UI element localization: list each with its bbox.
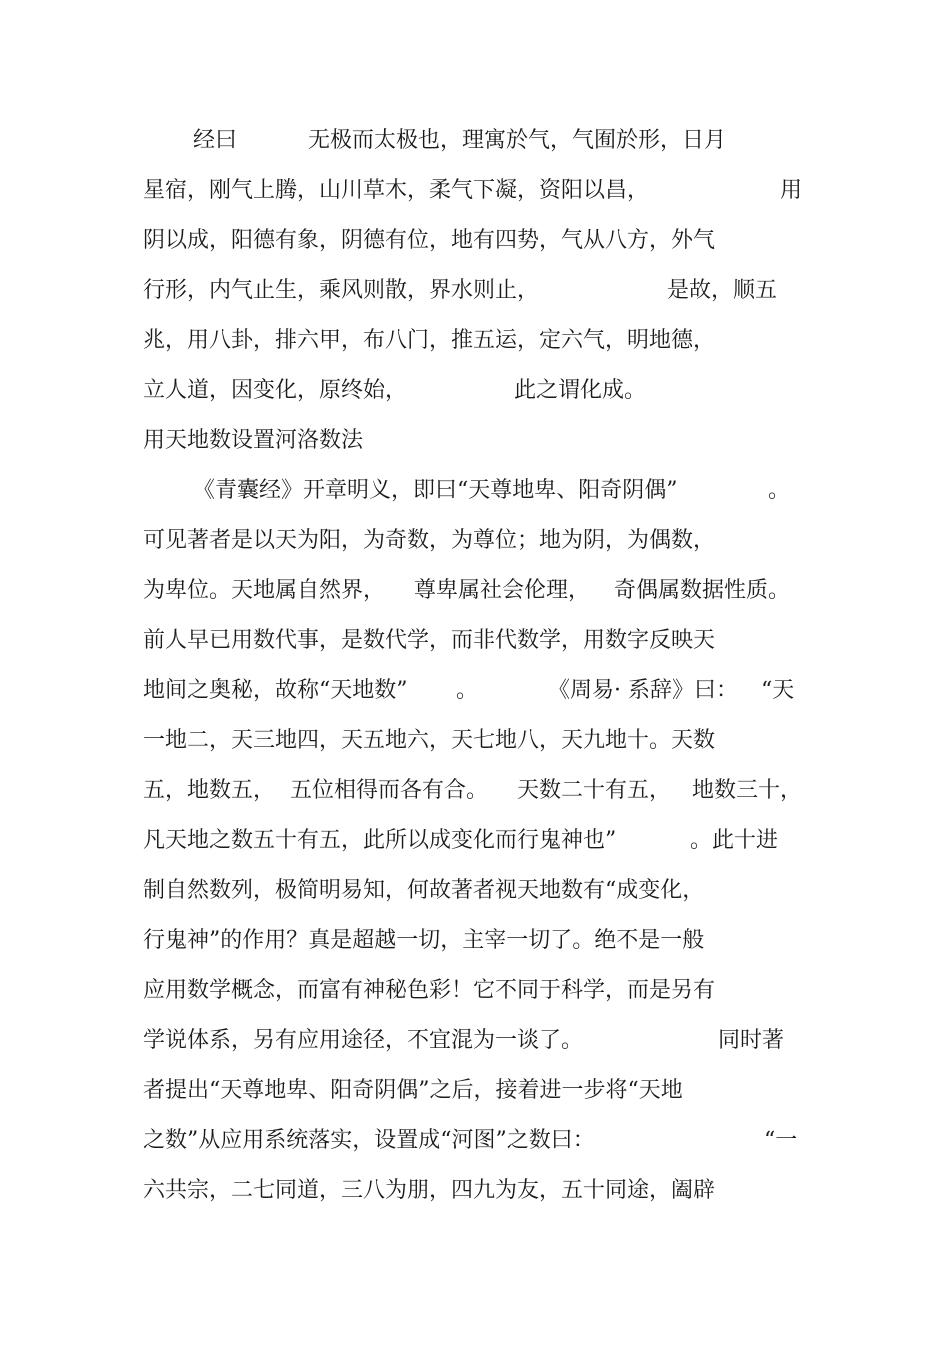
- text-segment: 经曰: [193, 128, 238, 153]
- text-segment: 用: [780, 178, 803, 203]
- text-segment: 立人道，因变化，原终始，: [143, 378, 408, 403]
- text-segment: 尊卑属社会伦理，: [414, 578, 591, 603]
- text-segment: 无极而太极也，理寓於气，气囿於形，日月: [308, 128, 727, 153]
- text-segment: 。此十进: [690, 828, 779, 853]
- text-segment: 同时著: [718, 1028, 785, 1053]
- text-segment: 者提出“天尊地卑、阳奇阴偶”之后，接着进一步将“天地: [143, 1078, 683, 1103]
- text-segment: 《青囊经》开章明义，即曰“天尊地卑、阳奇阴偶”: [193, 478, 678, 503]
- text-segment: 制自然数列，极简明易知，何故著者视天地数有“成变化，: [143, 878, 705, 903]
- text-segment: “一: [764, 1128, 798, 1153]
- text-segment: 地间之奥秘，故称“天地数”: [143, 678, 408, 703]
- text-segment: 此之谓化成。: [514, 378, 647, 403]
- text-segment: 凡天地之数五十有五，此所以成变化而行鬼神也”: [143, 828, 617, 853]
- text-segment: 学说体系，另有应用途径，不宜混为一谈了。: [143, 1028, 584, 1053]
- text-segment: 。: [768, 478, 791, 503]
- text-segment: 是故，顺五: [667, 278, 778, 303]
- text-segment: 之数”从应用系统落实，设置成“河图”之数曰：: [143, 1128, 595, 1153]
- text-segment: “天: [761, 678, 795, 703]
- text-segment: 阴以成，阳德有象，阴德有位，地有四势，气从八方，外气: [143, 228, 716, 253]
- text-segment: 。: [456, 678, 479, 703]
- text-segment: 行鬼神”的作用？真是超越一切，主宰一切了。绝不是一般: [143, 928, 705, 953]
- text-segment: 前人早已用数代事，是数代学，而非代数学，用数字反映天: [143, 628, 716, 653]
- text-segment: 兆，用八卦，排六甲，布八门，推五运，定六气，明地德，: [143, 328, 716, 353]
- text-segment: 星宿，刚气上腾，山川草木，柔气下凝，资阳以昌，: [143, 178, 650, 203]
- text-segment: 天数二十有五，: [517, 778, 672, 803]
- text-segment: 为卑位。天地属自然界，: [143, 578, 386, 603]
- text-segment: 奇偶属数据性质。: [614, 578, 791, 603]
- text-segment: 行形，内气止生，乘风则散，界水则止，: [143, 278, 540, 303]
- text-segment: 用天地数设置河洛数法: [143, 428, 364, 453]
- text-segment: 五，地数五，: [143, 778, 276, 803]
- text-segment: 应用数学概念，而富有神秘色彩！它不同于科学，而是另有: [143, 978, 716, 1003]
- text-line-22: [0, 1178, 716, 1256]
- text-segment: 一地二，天三地四，天五地六，天七地八，天九地十。天数: [143, 728, 716, 753]
- text-segment: 六共宗，二七同道，三八为朋，四九为友，五十同途，阖辟: [143, 1178, 716, 1203]
- text-segment: 地数三十，: [692, 778, 803, 803]
- text-segment: 可见著者是以天为阳，为奇数，为尊位；地为阴，为偶数，: [143, 528, 716, 553]
- text-segment: 《周易· 系辞》曰：: [548, 678, 738, 703]
- text-segment: 五位相得而各有合。: [290, 778, 489, 803]
